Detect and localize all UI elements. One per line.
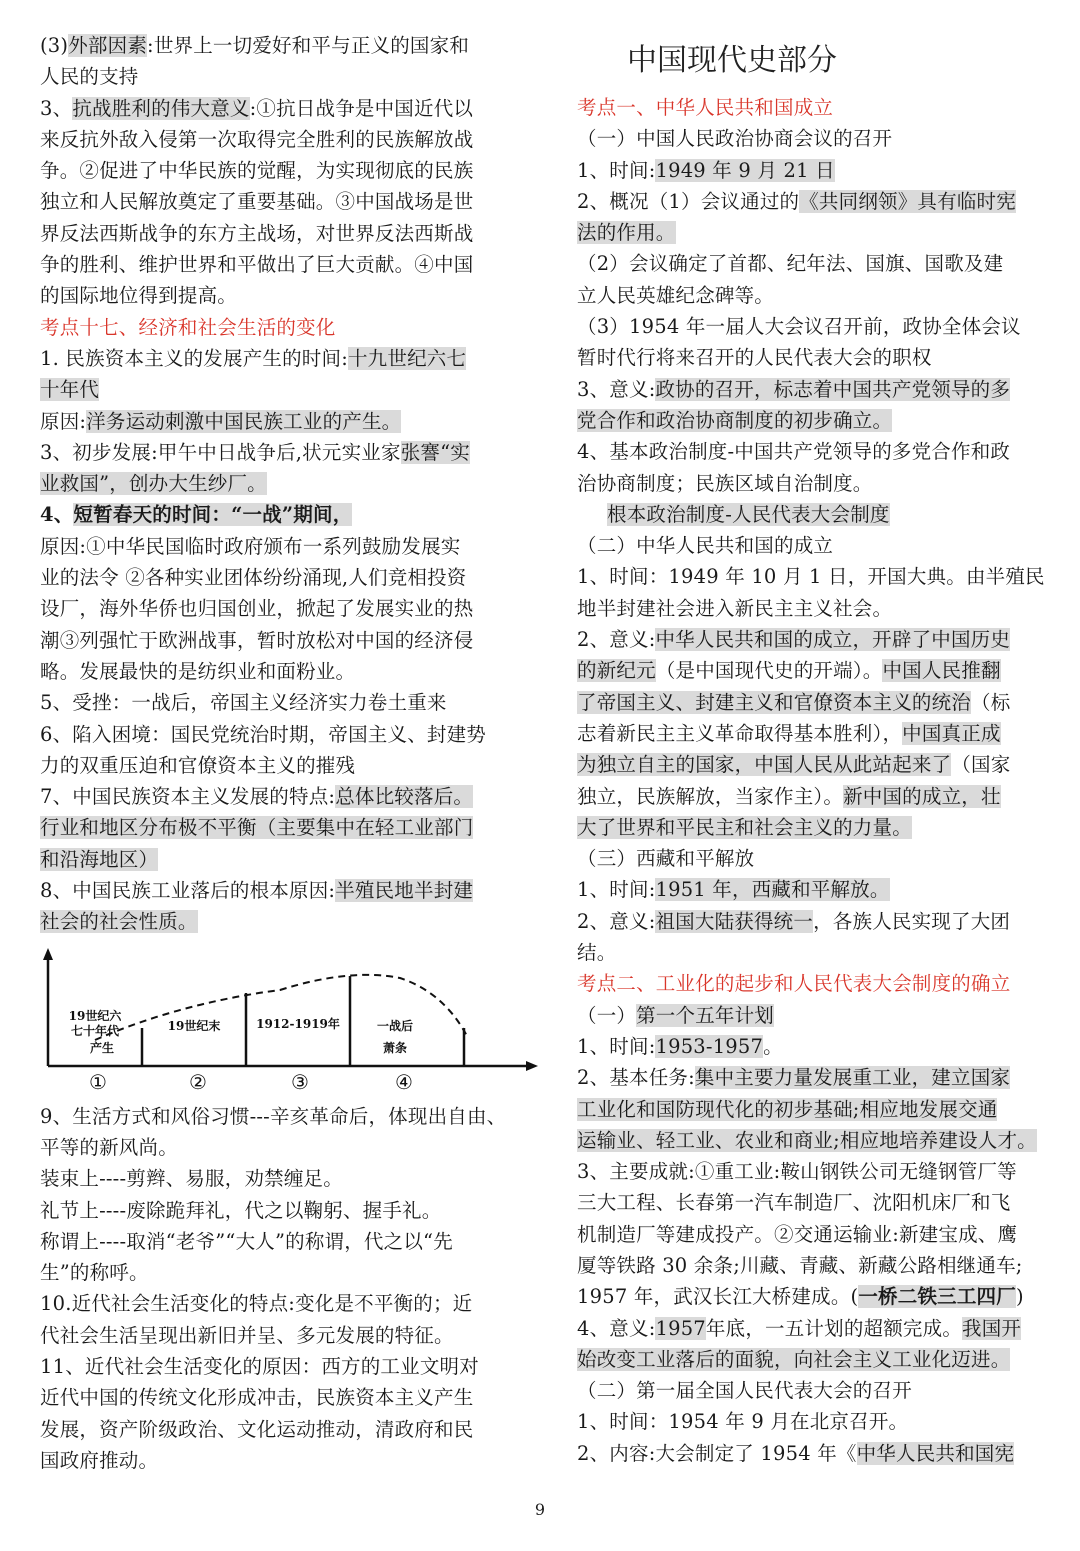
text-line: 工业化和国防现代化的初步基础;相应地发展交通 — [577, 1097, 998, 1121]
text-line: （2）会议确定了首都、纪年法、国旗、国歌及建 — [577, 252, 1004, 276]
text-line: 独立和人民解放奠定了重要基础。③中国战场是世 — [40, 190, 474, 214]
text-line: 国政府推动。 — [40, 1448, 159, 1472]
text-line: 志着新民主主义革命取得基本胜利），中国真正成 — [577, 721, 1001, 745]
text-line: 争。②促进了中华民族的觉醒，为实现彻底的民族 — [40, 159, 474, 183]
text-line: 略。发展最快的是纺织业和面粉业。 — [40, 659, 356, 683]
text-line: 的国际地位得到提高。 — [40, 284, 238, 308]
text-line: 了帝国主义、封建主义和官僚资本主义的统治（标 — [577, 690, 1011, 714]
text-line: （二）中华人民共和国的成立 — [577, 534, 834, 558]
text-line: 业的法令 ②各种实业团体纷纷涌现,人们竞相投资 — [40, 566, 467, 590]
text-line: 立人民英雄纪念碑等。 — [577, 283, 775, 307]
text-line: 地半封建社会进入新民主主义社会。 — [577, 596, 893, 620]
text-line: 治协商制度；民族区域自治制度。 — [577, 471, 873, 495]
stage-4-number: ④ — [395, 1069, 413, 1093]
text-line: 力的双重压迫和官僚资本主义的摧残 — [40, 753, 356, 777]
text-line: 党合作和政治协商制度的初步确立。 — [577, 408, 893, 432]
text-line: 1、时间：1954 年 9 月在北京召开。 — [577, 1410, 909, 1434]
text-line: 行业和地区分布极不平衡（主要集中在轻工业部门 — [40, 816, 474, 840]
stage-2-label: 19世纪末 — [167, 1018, 221, 1033]
text-line: 礼节上----废除跪拜礼，代之以鞠躬、握手礼。 — [40, 1198, 442, 1222]
text-line: 设厂，海外华侨也归国创业，掀起了发展实业的热 — [40, 597, 474, 621]
text-line: （3）1954 年一届人大会议召开前，政协全体会议 — [577, 315, 1021, 339]
text-line: 人民的支持 — [40, 65, 139, 89]
text-line: 4、短暂春天的时间：“一战”期间， — [40, 503, 353, 527]
stage-1-label-b: 七十年代 — [70, 1023, 120, 1038]
text-line: 大了世界和平民主和社会主义的力量。 — [577, 815, 912, 839]
text-line: 1、时间:1949 年 9 月 21 日 — [577, 158, 835, 182]
text-line: 厦等铁路 30 余条;川藏、青藏、新藏公路相继通车; — [577, 1253, 1023, 1277]
text-line: 2、意义:中华人民共和国的成立，开辟了中国历史 — [577, 628, 1011, 652]
left-column — [40, 30, 510, 1476]
text-line: 近代中国的传统文化形成冲击，民族资本主义产生 — [40, 1386, 474, 1410]
right-column — [577, 30, 1047, 1469]
stage-1-label-a: 19世纪六 — [68, 1008, 122, 1023]
text-line: （二）第一届全国人民代表大会的召开 — [577, 1379, 912, 1403]
stage-4-label-b: 萧条 — [382, 1040, 408, 1055]
text-line: 2、基本任务:集中主要力量发展重工业，建立国家 — [577, 1066, 1011, 1090]
text-line: 为独立自主的国家，中国人民从此站起来了（国家 — [577, 753, 1011, 777]
text-line: 1. 民族资本主义的发展产生的时间:十九世纪六七 — [40, 346, 467, 370]
text-line: （一）第一个五年计划 — [577, 1003, 775, 1027]
text-line: 8、中国民族工业落后的根本原因:半殖民地半封建 — [40, 879, 474, 903]
text-line: 争的胜利、维护世界和平做出了巨大贡献。④中国 — [40, 253, 474, 277]
text-line: （一）中国人民政治协商会议的召开 — [577, 127, 893, 151]
text-line: 潮③列强忙于欧洲战事，暂时放松对中国的经济侵 — [40, 628, 474, 652]
text-line: 6、陷入困境：国民党统治时期，帝国主义、封建势 — [40, 722, 487, 746]
text-line: 2、意义:祖国大陆获得统一，各族人民实现了大团 — [577, 909, 1011, 933]
text-line: 装束上----剪辫、易服，劝禁缠足。 — [40, 1167, 343, 1191]
stage-3-number: ③ — [291, 1069, 309, 1093]
text-line: 十年代 — [40, 378, 100, 402]
text-line: 始改变工业落后的面貌，向社会主义工业化迈进。 — [577, 1347, 1011, 1371]
section-heading: 考点二、工业化的起步和人民代表大会制度的确立 — [577, 972, 1011, 996]
text-line: （三）西藏和平解放 — [577, 847, 755, 871]
text-line: 运输业、轻工业、农业和商业;相应地培养建设人才。 — [577, 1128, 1037, 1152]
text-line: 3、初步发展:甲午中日战争后,状元实业家张謇“实 — [40, 440, 470, 464]
section-heading: 考点十七、经济和社会生活的变化 — [40, 315, 336, 339]
text-line: 的新纪元（是中国现代史的开端）。中国人民推翻 — [577, 659, 1001, 683]
text-line: 生”的称呼。 — [40, 1261, 149, 1285]
text-line: 原因:洋务运动刺激中国民族工业的产生。 — [40, 409, 402, 433]
text-line: 机制造厂等建成投产。②交通运输业:新建宝成、鹰 — [577, 1222, 1018, 1246]
text-line: 4、意义:1957年底，一五计划的超额完成。我国开 — [577, 1316, 1022, 1340]
text-line: 9、生活方式和风俗习惯---辛亥革命后，体现出自由、 — [40, 1104, 507, 1128]
text-line: 根本政治制度-人民代表大会制度 — [607, 502, 890, 526]
page-title: 中国现代史部分 — [627, 43, 837, 78]
text-line: 1、时间:1951 年，西藏和平解放。 — [577, 878, 890, 902]
text-line: 业救国”，创办大生纱厂。 — [40, 472, 267, 496]
page-number: 9 — [534, 1500, 546, 1519]
text-line: 界反法西斯战争的东方主战场，对世界反法西斯战 — [40, 221, 474, 245]
section-heading: 考点一、中华人民共和国成立 — [577, 96, 834, 119]
text-line: 平等的新风尚。 — [40, 1135, 178, 1159]
development-stage-diagram — [40, 948, 540, 1093]
text-line: 11、近代社会生活变化的原因：西方的工业文明对 — [40, 1354, 479, 1378]
text-line: 和沿海地区） — [40, 847, 159, 871]
text-line: 原因:①中华民国临时政府颁布一系列鼓励发展实 — [40, 534, 461, 558]
text-line: 10.近代社会生活变化的特点:变化是不平衡的；近 — [40, 1292, 473, 1316]
text-line: 2、内容:大会制定了 1954 年《中华人民共和国宪 — [577, 1441, 1015, 1465]
text-line: 3、意义:政协的召开，标志着中国共产党领导的多 — [577, 377, 1011, 401]
stage-3-label: 1912-1919年 — [256, 1016, 340, 1031]
text-line: 1957 年，武汉长江大桥建成。(一桥二铁三工四厂) — [577, 1285, 1024, 1309]
text-line: 暂时代行将来召开的人民代表大会的职权 — [577, 346, 932, 370]
text-line: 称谓上----取消“老爷”“大人”的称谓，代之以“先 — [40, 1229, 453, 1253]
text-line: 法的作用。 — [577, 221, 676, 245]
text-line: 1、时间：1949 年 10 月 1 日，开国大典。由半殖民 — [577, 565, 1045, 589]
text-line: 发展，资产阶级政治、文化运动推动，清政府和民 — [40, 1417, 474, 1441]
text-line: 7、中国民族资本主义发展的特点:总体比较落后。 — [40, 785, 474, 809]
text-line: 结。 — [577, 941, 617, 965]
text-line: 2、概况（1）会议通过的《共同纲领》具有临时宪 — [577, 189, 1016, 213]
text-line: 3、主要成就:①重工业:鞍山钢铁公司无缝钢管厂等 — [577, 1160, 1017, 1184]
text-line: 来反抗外敌入侵第一次取得完全胜利的民族解放战 — [40, 127, 474, 151]
stage-1-number: ① — [89, 1069, 107, 1093]
text-line: 5、受挫：一战后，帝国主义经济实力卷土重来 — [40, 691, 447, 715]
text-line: 三大工程、长春第一汽车制造厂、沈阳机床厂和飞 — [577, 1191, 1011, 1215]
stage-1-label-c: 产生 — [89, 1040, 115, 1055]
text-line: 社会的社会性质。 — [40, 910, 198, 934]
text-line: 3、抗战胜利的伟大意义:①抗日战争是中国近代以 — [40, 96, 474, 120]
text-line: 1、时间:1953-1957。 — [577, 1034, 783, 1058]
text-line: 代社会生活呈现出新旧并呈、多元发展的特征。 — [40, 1323, 454, 1347]
stage-4-label-a: 一战后 — [376, 1018, 414, 1033]
text-line: 独立，民族解放，当家作主）。新中国的成立，壮 — [577, 784, 1001, 808]
text-line: 4、基本政治制度-中国共产党领导的多党合作和政 — [577, 440, 1011, 464]
stage-2-number: ② — [189, 1069, 207, 1093]
text-line: (3)外部因素:世界上一切爱好和平与正义的国家和 — [40, 34, 470, 57]
